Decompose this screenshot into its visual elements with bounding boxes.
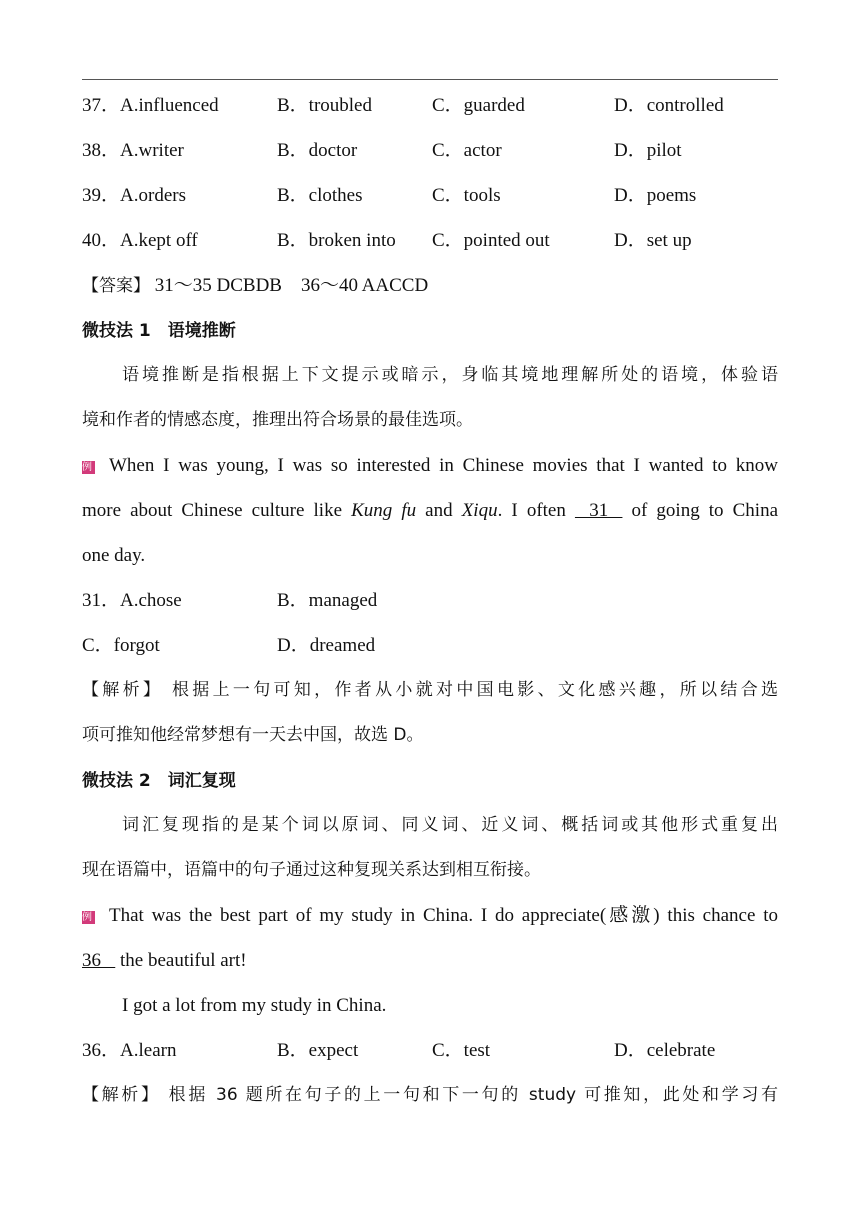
option-c: C．guarded bbox=[432, 95, 525, 116]
blank-36: 36 bbox=[82, 950, 116, 971]
option-c: C．tools bbox=[432, 185, 501, 206]
skill1-description-line1: 语境推断是指根据上下文提示或暗示，身临其境地理解所处的语境，体验语 bbox=[122, 365, 778, 385]
option-d: D．set up bbox=[614, 230, 692, 251]
option-a: 31．A.chose bbox=[82, 590, 182, 611]
skill1-analysis-line2: 项可推知他经常梦想有一天去中国，故选 D。 bbox=[82, 725, 424, 745]
option-b: B．clothes bbox=[277, 185, 363, 206]
option-d: D．celebrate bbox=[614, 1040, 716, 1061]
option-d: D．controlled bbox=[614, 95, 724, 116]
option-c: C．forgot bbox=[82, 635, 160, 656]
skill2-analysis-line1: 【解析】 根据 36 题所在句子的上一句和下一句的 study 可推知，此处和学习有 bbox=[82, 1085, 779, 1105]
question-number-a: 38．A.writer bbox=[82, 140, 184, 161]
answer-text: 31～35 DCBDB 36～40 AACCD bbox=[150, 275, 429, 296]
option-d: D．poems bbox=[614, 185, 697, 206]
skill2-example-line3: I got a lot from my study in China. bbox=[122, 995, 387, 1016]
option-b: B．broken into bbox=[277, 230, 396, 251]
option-c: C．actor bbox=[432, 140, 502, 161]
skill2-heading: 微技法 2 词汇复现 bbox=[82, 771, 236, 791]
skill2-example-line1: 例 That was the best part of my study in China. I do appreciate(感激) this chance to bbox=[82, 905, 778, 926]
analysis-tag: 【解析】 bbox=[82, 680, 164, 700]
example-badge: 例 bbox=[82, 911, 95, 924]
skill1-example-line2: more about Chinese culture like Kung fu and Xiqu. I often 31 of going to China bbox=[82, 488, 778, 533]
option-d: D．dreamed bbox=[277, 635, 376, 656]
example-badge: 例 bbox=[82, 461, 95, 474]
skill1-example-line1: 例 When I was young, I was so interested in Chinese movies that I wanted to know bbox=[82, 455, 778, 476]
question-number-a: 36．A.learn bbox=[82, 1040, 177, 1061]
question-number-a: 37．A.influenced bbox=[82, 95, 219, 116]
skill1-description-line2: 境和作者的情感态度，推理出符合场景的最佳选项。 bbox=[82, 410, 473, 430]
skill2-example-line2: 36 the beautiful art! bbox=[82, 938, 247, 983]
option-b: B．managed bbox=[277, 590, 378, 611]
answer-tag: 【答案】 bbox=[82, 276, 150, 296]
option-d: D．pilot bbox=[614, 140, 682, 161]
option-b: B．troubled bbox=[277, 95, 372, 116]
header-rule bbox=[82, 79, 778, 80]
skill1-analysis-line1: 【解析】 根据上一句可知，作者从小就对中国电影、文化感兴趣，所以结合选 bbox=[82, 680, 778, 700]
option-c: C．pointed out bbox=[432, 230, 550, 251]
skill2-description-line1: 词汇复现指的是某个词以原词、同义词、近义词、概括词或其他形式重复出 bbox=[122, 815, 778, 835]
blank-31: 31 bbox=[574, 500, 623, 521]
question-number-a: 39．A.orders bbox=[82, 185, 186, 206]
skill2-description-line2: 现在语篇中，语篇中的句子通过这种复现关系达到相互衔接。 bbox=[82, 860, 541, 880]
option-c: C．test bbox=[432, 1040, 491, 1061]
skill1-example-line3: one day. bbox=[82, 545, 146, 566]
option-b: B．doctor bbox=[277, 140, 358, 161]
skill1-heading: 微技法 1 语境推断 bbox=[82, 321, 236, 341]
xiqu-term: Xiqu bbox=[461, 500, 498, 521]
analysis-tag: 【解析】 bbox=[82, 1085, 161, 1105]
question-number-a: 40．A.kept off bbox=[82, 230, 198, 251]
answer-line bbox=[82, 263, 428, 308]
option-b: B．expect bbox=[277, 1040, 359, 1061]
kungfu-term: Kung fu bbox=[351, 500, 417, 521]
